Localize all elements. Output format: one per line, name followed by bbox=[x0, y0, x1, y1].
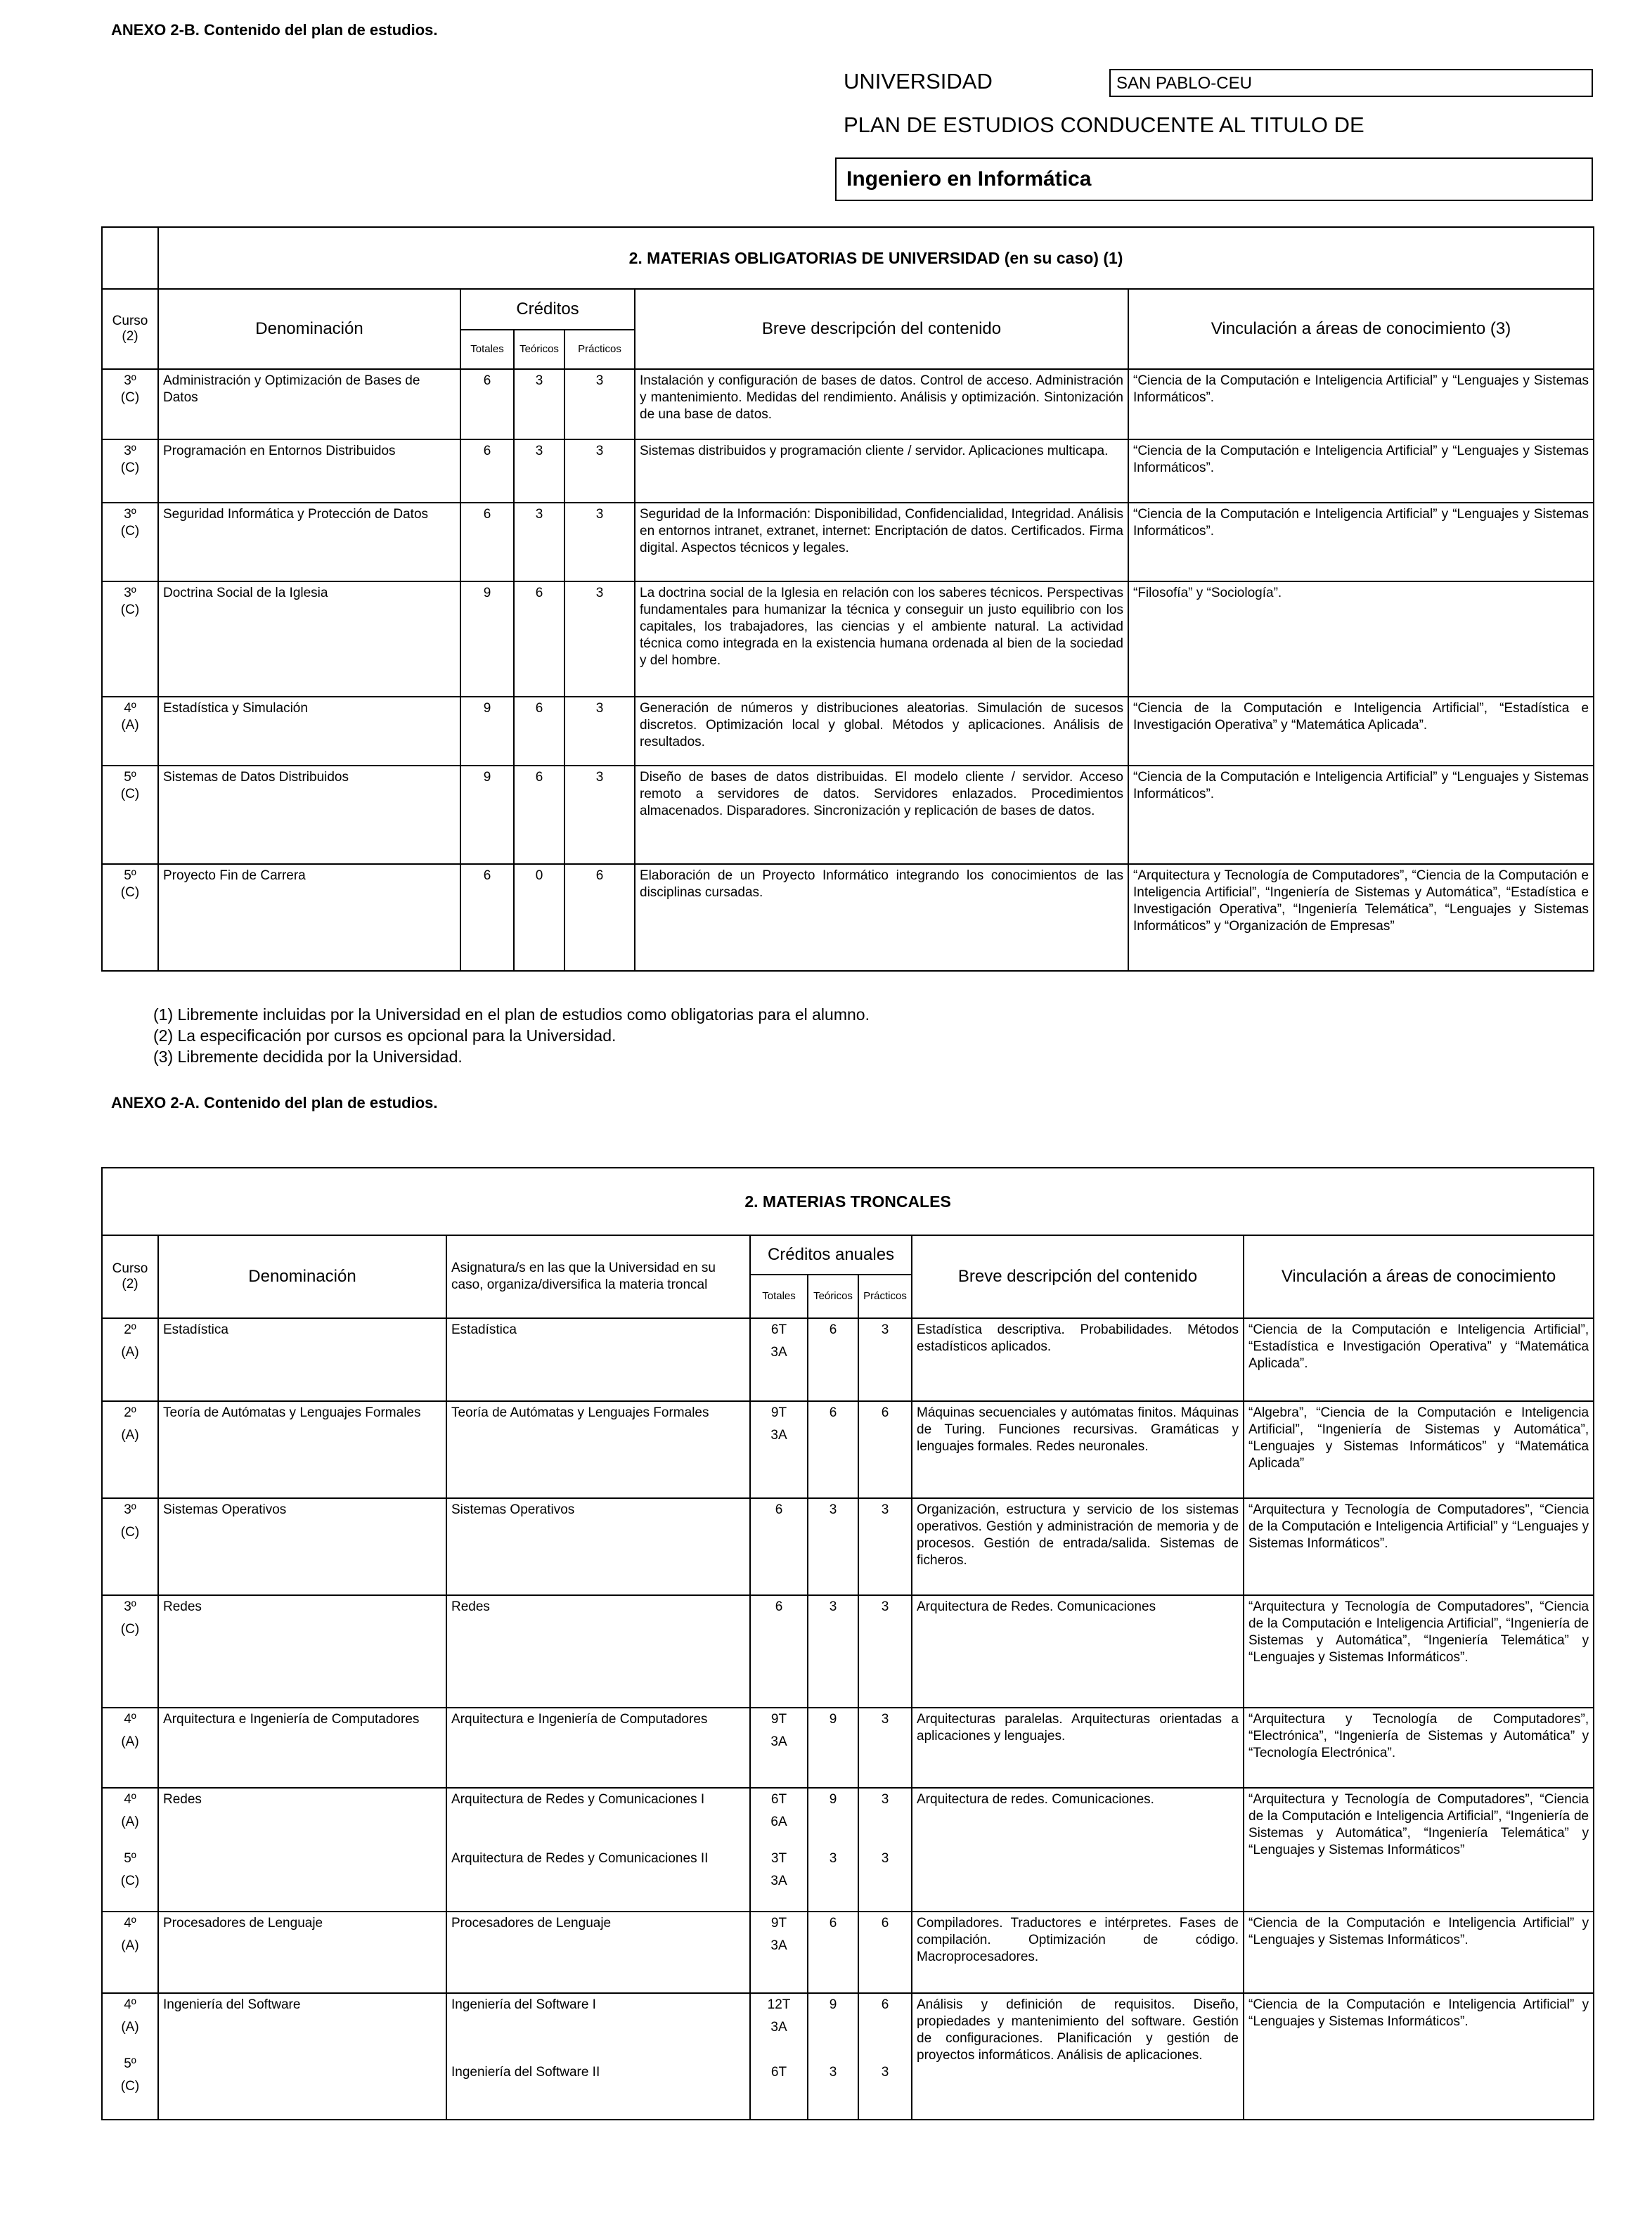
curso-tipo: (C) bbox=[120, 524, 140, 539]
table-row bbox=[102, 439, 1594, 503]
vinculacion: “Ciencia de la Computación e Inteligencia Artificial” y “Lenguajes y Sistemas Informáticos”. bbox=[1128, 503, 1594, 581]
header-asignaturas: Asignatura/s en las que la Universidad en su caso, organiza/diversifica la materia troncal bbox=[446, 1235, 750, 1318]
vinculacion: “Ciencia de la Computación e Inteligencia Artificial” y “Lenguajes y Sistemas Informáticos”. bbox=[1128, 369, 1594, 439]
descripcion: Sistemas distribuidos y programación cliente / servidor. Aplicaciones multicapa. bbox=[635, 439, 1128, 503]
totales: 6 bbox=[460, 439, 514, 503]
curso: 3º bbox=[124, 1502, 136, 1517]
practicos: 6 bbox=[858, 1401, 912, 1498]
totales: 9 bbox=[460, 766, 514, 864]
practicos: 3 bbox=[564, 697, 635, 766]
header-vinculacion: Vinculación a áreas de conocimiento bbox=[1244, 1235, 1594, 1318]
totales: 9T bbox=[770, 1405, 787, 1420]
vinculacion: “Algebra”, “Ciencia de la Computación e Inteligencia Artificial”, “Ingeniería de Sistemas y Automática”, “Lenguajes y Sistemas Informáticos” y “Matemática Aplicada” bbox=[1244, 1401, 1594, 1498]
totales: 6T bbox=[770, 1322, 787, 1337]
curso-tipo: (A) bbox=[121, 718, 139, 733]
asignatura: Ingeniería del Software I bbox=[451, 1997, 596, 2012]
table-row bbox=[102, 1708, 1594, 1788]
teoricos: 3 bbox=[808, 1498, 858, 1595]
practicos: 3 bbox=[564, 369, 635, 439]
denominacion: Doctrina Social de la Iglesia bbox=[158, 581, 460, 697]
curso-tipo: (C) bbox=[120, 1874, 140, 1888]
practicos: 3 bbox=[858, 1498, 912, 1595]
teoricos: 6 bbox=[808, 1912, 858, 1993]
practicos: 6 bbox=[881, 1997, 889, 2012]
footnote: (2) La especificación por cursos es opcional para la Universidad. bbox=[153, 1026, 617, 1045]
totales: 9 bbox=[460, 581, 514, 697]
table-row bbox=[102, 1401, 1594, 1498]
totales: 6 bbox=[750, 1498, 808, 1595]
curso: 4º bbox=[124, 701, 136, 716]
curso: 2º bbox=[124, 1405, 136, 1420]
practicos: 3 bbox=[881, 2065, 889, 2080]
curso-tipo: (A) bbox=[121, 1815, 139, 1829]
table-row bbox=[102, 697, 1594, 766]
totales: 6T bbox=[770, 1792, 787, 1807]
vinculacion: “Arquitectura y Tecnología de Computadores”, “Ciencia de la Computación e Inteligencia Artificial” y “Lenguajes y Sistemas Informáticos”. bbox=[1244, 1498, 1594, 1595]
table-row bbox=[102, 1912, 1594, 1993]
practicos: 3 bbox=[564, 581, 635, 697]
curso: 4º bbox=[124, 1916, 136, 1931]
totales: 6 bbox=[460, 369, 514, 439]
header-curso: Curso (2) bbox=[102, 1235, 158, 1318]
descripcion: Seguridad de la Información: Disponibilidad, Confidencialidad, Integridad. Análisis en entornos intranet, extranet, internet: Encriptación de datos. Certificados. Firma digital. Aspectos técnicos y legales. bbox=[635, 503, 1128, 581]
vinculacion: “Ciencia de la Computación e Inteligencia Artificial” y “Lenguajes y Sistemas Informáticos”. bbox=[1244, 1993, 1594, 2120]
header-teoricos: Teóricos bbox=[514, 330, 564, 369]
teoricos: 9 bbox=[829, 1792, 837, 1807]
denominacion: Seguridad Informática y Protección de Datos bbox=[158, 503, 460, 581]
totales: 12T bbox=[767, 1997, 791, 2012]
universidad-value: SAN PABLO-CEU bbox=[1116, 74, 1252, 93]
asignatura: Teoría de Autómatas y Lenguajes Formales bbox=[446, 1401, 750, 1498]
header-curso: Curso (2) bbox=[102, 289, 158, 369]
header-vinculacion: Vinculación a áreas de conocimiento (3) bbox=[1128, 289, 1594, 369]
asignatura: Sistemas Operativos bbox=[446, 1498, 750, 1595]
descripcion: Máquinas secuenciales y autómatas finitos. Máquinas de Turing. Funciones recursivas. Gramáticas y lenguajes formales. Redes neuronales. bbox=[912, 1401, 1244, 1498]
teoricos: 3 bbox=[829, 2065, 837, 2080]
curso: 3º bbox=[124, 444, 136, 458]
table-row bbox=[102, 1318, 1594, 1401]
curso: 3º bbox=[124, 507, 136, 522]
curso: 4º bbox=[124, 1712, 136, 1727]
descripcion: Arquitectura de Redes. Comunicaciones bbox=[912, 1595, 1244, 1708]
header-creditos: Créditos bbox=[460, 289, 635, 330]
header-denominacion: Denominación bbox=[158, 1235, 446, 1318]
asignatura: Ingeniería del Software II bbox=[451, 2065, 600, 2080]
curso-tipo: (C) bbox=[120, 885, 140, 900]
teoricos: 3 bbox=[808, 1595, 858, 1708]
asignatura: Arquitectura de Redes y Comunicaciones I bbox=[451, 1792, 705, 1807]
practicos: 3 bbox=[564, 439, 635, 503]
curso-tipo: (A) bbox=[121, 2020, 139, 2035]
header-denominacion: Denominación bbox=[158, 289, 460, 369]
curso: 3º bbox=[124, 373, 136, 388]
table-a-title: 2. MATERIAS TRONCALES bbox=[102, 1168, 1594, 1235]
teoricos: 3 bbox=[829, 1851, 837, 1866]
teoricos: 3 bbox=[514, 439, 564, 503]
teoricos: 6 bbox=[514, 697, 564, 766]
descripcion: La doctrina social de la Iglesia en relación con los saberes técnicos. Perspectivas fundamentales para humanizar la técnica y conseguir un justo equilibrio con los capitales, los trabajadores, las ciencias y el ambiente natural. La actividad técnica como integrada en la existencia humana ordenada al bien de la sociedad y del hombre. bbox=[635, 581, 1128, 697]
header-totales: Totales bbox=[460, 330, 514, 369]
teoricos: 3 bbox=[514, 369, 564, 439]
table-row bbox=[102, 1993, 1594, 2120]
asignatura: Redes bbox=[446, 1595, 750, 1708]
totales: 9T bbox=[770, 1916, 787, 1931]
asignatura: Arquitectura e Ingeniería de Computadores bbox=[446, 1708, 750, 1788]
denominacion: Sistemas de Datos Distribuidos bbox=[158, 766, 460, 864]
denominacion: Redes bbox=[158, 1788, 446, 1912]
asignatura: Estadística bbox=[446, 1318, 750, 1401]
header-creditos: Créditos anuales bbox=[750, 1235, 912, 1275]
descripcion: Generación de números y distribuciones aleatorias. Simulación de sucesos discretos. Optimización local y global. Métodos y aplicaciones. Análisis de resultados. bbox=[635, 697, 1128, 766]
practicos: 3 bbox=[858, 1595, 912, 1708]
titulo-field bbox=[835, 157, 1593, 201]
troncales-table bbox=[101, 1167, 1594, 2120]
teoricos: 6 bbox=[808, 1401, 858, 1498]
denominacion: Ingeniería del Software bbox=[158, 1993, 446, 2120]
vinculacion: “Filosofía” y “Sociología”. bbox=[1128, 581, 1594, 697]
curso: 3º bbox=[124, 1599, 136, 1614]
totales: 3T bbox=[770, 1851, 787, 1866]
table-corner bbox=[102, 227, 158, 289]
teoricos: 9 bbox=[808, 1708, 858, 1788]
descripcion: Organización, estructura y servicio de los sistemas operativos. Gestión y administración de memoria y de procesos. Gestión de entrada/salida. Sistemas de ficheros. bbox=[912, 1498, 1244, 1595]
totales: 6 bbox=[460, 503, 514, 581]
curso: 4º bbox=[124, 1997, 136, 2012]
totales: 3A bbox=[770, 1734, 787, 1749]
teoricos: 3 bbox=[514, 503, 564, 581]
curso: 5º bbox=[124, 868, 136, 883]
annex-b-title: ANEXO 2-B. Contenido del plan de estudios. bbox=[111, 21, 438, 39]
teoricos: 6 bbox=[514, 581, 564, 697]
table-row bbox=[102, 369, 1594, 439]
descripcion: Diseño de bases de datos distribuidas. El modelo cliente / servidor. Acceso remoto a servidores de datos. Servidores enlazados. Procedimientos almacenados. Disparadores. Sincronización y replicación de bases de datos. bbox=[635, 766, 1128, 864]
obligatorias-table bbox=[101, 226, 1594, 972]
totales: 3A bbox=[770, 1938, 787, 1953]
denominacion: Estadística y Simulación bbox=[158, 697, 460, 766]
totales: 3A bbox=[770, 2020, 787, 2035]
totales: 6A bbox=[770, 1815, 787, 1829]
asignatura: Arquitectura de Redes y Comunicaciones II bbox=[451, 1851, 709, 1866]
curso-tipo: (C) bbox=[120, 460, 140, 475]
table-row bbox=[102, 1595, 1594, 1708]
totales: 6T bbox=[770, 2065, 787, 2080]
vinculacion: “Ciencia de la Computación e Inteligencia Artificial” y “Lenguajes y Sistemas Informáticos”. bbox=[1128, 439, 1594, 503]
universidad-label: UNIVERSIDAD bbox=[844, 69, 993, 94]
header-teoricos: Teóricos bbox=[808, 1275, 858, 1318]
curso-tipo: (C) bbox=[120, 390, 140, 405]
practicos: 3 bbox=[858, 1708, 912, 1788]
teoricos: 0 bbox=[514, 864, 564, 971]
denominacion: Estadística bbox=[158, 1318, 446, 1401]
table-b-title: 2. MATERIAS OBLIGATORIAS DE UNIVERSIDAD (en su caso) (1) bbox=[158, 227, 1594, 289]
header-descripcion: Breve descripción del contenido bbox=[635, 289, 1128, 369]
curso-tipo: (A) bbox=[121, 1345, 139, 1360]
descripcion: Arquitecturas paralelas. Arquitecturas orientadas a aplicaciones y lenguajes. bbox=[912, 1708, 1244, 1788]
vinculacion: “Ciencia de la Computación e Inteligencia Artificial”, “Estadística e Investigación Operativa” y “Matemática Aplicada”. bbox=[1244, 1318, 1594, 1401]
curso-tipo: (C) bbox=[120, 603, 140, 617]
descripcion: Estadística descriptiva. Probabilidades. Métodos estadísticos aplicados. bbox=[912, 1318, 1244, 1401]
vinculacion: “Arquitectura y Tecnología de Computadores”, “Ciencia de la Computación e Inteligencia Artificial”, “Ingeniería de Sistemas y Automática”, “Estadística e Investigación Operativa”, “Ingeniería Telemática”, “Lenguajes y Sistemas Informáticos” y “Organización de Empresas” bbox=[1128, 864, 1594, 971]
curso: 5º bbox=[124, 1851, 136, 1866]
plan-label: PLAN DE ESTUDIOS CONDUCENTE AL TITULO DE bbox=[844, 112, 1364, 137]
descripcion: Análisis y definición de requisitos. Diseño, propiedades y mantenimiento del software. Gestión de configuraciones. Planificación y gestión de proyectos informáticos. Análisis de aplicaciones. bbox=[912, 1993, 1244, 2120]
denominacion: Programación en Entornos Distribuidos bbox=[158, 439, 460, 503]
table-row bbox=[102, 581, 1594, 697]
table-row bbox=[102, 503, 1594, 581]
totales: 6 bbox=[750, 1595, 808, 1708]
practicos: 6 bbox=[564, 864, 635, 971]
curso: 5º bbox=[124, 770, 136, 785]
asignatura: Procesadores de Lenguaje bbox=[446, 1912, 750, 1993]
table-row bbox=[102, 864, 1594, 971]
teoricos: 6 bbox=[808, 1318, 858, 1401]
practicos: 3 bbox=[881, 1792, 889, 1807]
curso: 5º bbox=[124, 2056, 136, 2071]
table-row bbox=[102, 1498, 1594, 1595]
totales: 9T bbox=[770, 1712, 787, 1727]
curso-tipo: (A) bbox=[121, 1938, 139, 1953]
denominacion: Proyecto Fin de Carrera bbox=[158, 864, 460, 971]
vinculacion: “Ciencia de la Computación e Inteligencia Artificial” y “Lenguajes y Sistemas Informáticos”. bbox=[1128, 766, 1594, 864]
header-practicos: Prácticos bbox=[564, 330, 635, 369]
footnote: (3) Libremente decidida por la Universidad. bbox=[153, 1048, 463, 1066]
curso-tipo: (C) bbox=[120, 787, 140, 801]
header-practicos: Prácticos bbox=[858, 1275, 912, 1318]
totales: 3A bbox=[770, 1874, 787, 1888]
curso-tipo: (C) bbox=[120, 1525, 140, 1540]
totales: 6 bbox=[460, 864, 514, 971]
curso: 2º bbox=[124, 1322, 136, 1337]
denominacion: Sistemas Operativos bbox=[158, 1498, 446, 1595]
teoricos: 6 bbox=[514, 766, 564, 864]
denominacion: Redes bbox=[158, 1595, 446, 1708]
footnote: (1) Libremente incluidas por la Universidad en el plan de estudios como obligatorias para el alumno. bbox=[153, 1005, 870, 1024]
titulo-value: Ingeniero en Informática bbox=[846, 167, 1092, 191]
totales: 3A bbox=[770, 1428, 787, 1443]
denominacion: Arquitectura e Ingeniería de Computadores bbox=[158, 1708, 446, 1788]
vinculacion: “Arquitectura y Tecnología de Computadores”, “Ciencia de la Computación e Inteligencia Artificial”, “Ingeniería de Sistemas y Automática”, “Ingeniería Telemática” y “Lenguajes y Sistemas Informáticos”. bbox=[1244, 1595, 1594, 1708]
vinculacion: “Arquitectura y Tecnología de Computadores”, “Electrónica”, “Ingeniería de Sistemas y Automática” y “Tecnología Electrónica”. bbox=[1244, 1708, 1594, 1788]
vinculacion: “Arquitectura y Tecnología de Computadores”, “Ciencia de la Computación e Inteligencia Artificial”, “Ingeniería de Sistemas y Automática”, “Ingeniería Telemática” y “Lenguajes y Sistemas Informáticos” bbox=[1244, 1788, 1594, 1912]
header-descripcion: Breve descripción del contenido bbox=[912, 1235, 1244, 1318]
header-totales: Totales bbox=[750, 1275, 808, 1318]
practicos: 6 bbox=[858, 1912, 912, 1993]
curso-tipo: (A) bbox=[121, 1428, 139, 1443]
table-row bbox=[102, 766, 1594, 864]
descripcion: Compiladores. Traductores e intérpretes. Fases de compilación. Optimización de código. Macroprocesadores. bbox=[912, 1912, 1244, 1993]
vinculacion: “Ciencia de la Computación e Inteligencia Artificial” y “Lenguajes y Sistemas Informáticos”. bbox=[1244, 1912, 1594, 1993]
footnotes bbox=[153, 1004, 870, 1067]
vinculacion: “Ciencia de la Computación e Inteligencia Artificial”, “Estadística e Investigación Operativa” y “Matemática Aplicada”. bbox=[1128, 697, 1594, 766]
totales: 9 bbox=[460, 697, 514, 766]
practicos: 3 bbox=[564, 503, 635, 581]
teoricos: 9 bbox=[829, 1997, 837, 2012]
curso: 3º bbox=[124, 586, 136, 600]
descripcion: Arquitectura de redes. Comunicaciones. bbox=[912, 1788, 1244, 1912]
descripcion: Instalación y configuración de bases de datos. Control de acceso. Administración y mantenimiento. Medidas del rendimiento. Análisis y optimización. Sintonización de una base de datos. bbox=[635, 369, 1128, 439]
denominacion: Procesadores de Lenguaje bbox=[158, 1912, 446, 1993]
curso-tipo: (A) bbox=[121, 1734, 139, 1749]
descripcion: Elaboración de un Proyecto Informático integrando los conocimientos de las disciplinas cursadas. bbox=[635, 864, 1128, 971]
curso: 4º bbox=[124, 1792, 136, 1807]
totales: 3A bbox=[770, 1345, 787, 1360]
universidad-field bbox=[1109, 69, 1593, 97]
practicos: 3 bbox=[881, 1851, 889, 1866]
practicos: 3 bbox=[858, 1318, 912, 1401]
curso-tipo: (C) bbox=[120, 2079, 140, 2094]
practicos: 3 bbox=[564, 766, 635, 864]
table-row bbox=[102, 1788, 1594, 1912]
curso-tipo: (C) bbox=[120, 1622, 140, 1637]
denominacion: Administración y Optimización de Bases de Datos bbox=[158, 369, 460, 439]
denominacion: Teoría de Autómatas y Lenguajes Formales bbox=[158, 1401, 446, 1498]
annex-a-title: ANEXO 2-A. Contenido del plan de estudios. bbox=[111, 1094, 438, 1112]
